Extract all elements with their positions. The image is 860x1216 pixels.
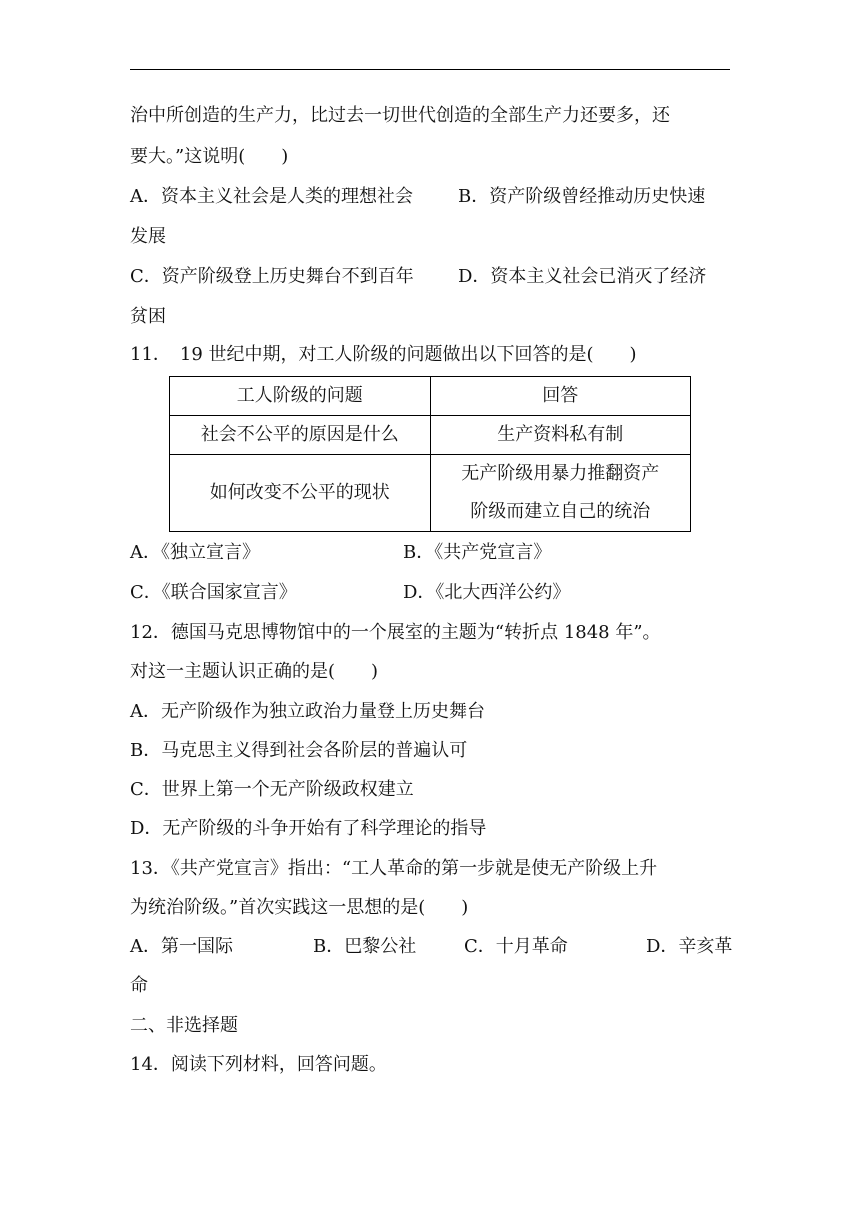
table-cell-line2: 阶级而建立自己的统治 bbox=[470, 501, 651, 522]
q11-option-a: A．《独立宣言》 bbox=[130, 542, 260, 563]
table-cell: 社会不公平的原因是什么 bbox=[170, 416, 431, 455]
q10-option-b-cont: 发展 bbox=[130, 226, 166, 247]
table-cell: 生产资料私有制 bbox=[430, 416, 691, 455]
q11-option-c: C．《联合国家宣言》 bbox=[130, 582, 297, 603]
table-header-answer: 回答 bbox=[430, 377, 691, 416]
q10-option-d-cont: 贫困 bbox=[130, 306, 166, 327]
header-rule bbox=[130, 69, 730, 70]
q13-option-b: B．巴黎公社 bbox=[313, 936, 417, 957]
table-row bbox=[170, 455, 691, 532]
table-cell: 如何改变不公平的现状 bbox=[170, 455, 431, 532]
q10-stem-line1: 治中所创造的生产力，比过去一切世代创造的全部生产力还要多，还 bbox=[130, 105, 670, 126]
q10-stem-line2: 要大。”这说明( ) bbox=[130, 146, 289, 167]
q11-option-d: D．《北大西洋公约》 bbox=[403, 582, 571, 603]
q10-option-d: D．资本主义社会已消灭了经济 bbox=[458, 266, 707, 287]
section-heading: 二、非选择题 bbox=[130, 1015, 238, 1036]
q10-option-a: A．资本主义社会是人类的理想社会 bbox=[130, 186, 413, 207]
q13-option-d: D．辛亥革 bbox=[646, 936, 733, 957]
q14-stem: 14．阅读下列材料，回答问题。 bbox=[130, 1054, 387, 1075]
table-cell-line1: 无产阶级用暴力推翻资产 bbox=[461, 463, 660, 484]
table-cell-multiline bbox=[430, 455, 691, 532]
q13-option-c: C．十月革命 bbox=[464, 936, 568, 957]
q12-option-b: B．马克思主义得到社会各阶层的普遍认可 bbox=[130, 740, 468, 761]
q13-stem-line2: 为统治阶级。”首次实践这一思想的是( ) bbox=[130, 897, 469, 918]
q12-stem-line1: 12．德国马克思博物馆中的一个展室的主题为“转折点 1848 年”。 bbox=[130, 622, 661, 643]
q11-table bbox=[169, 376, 691, 532]
q13-option-a: A．第一国际 bbox=[130, 936, 233, 957]
q12-option-a: A．无产阶级作为独立政治力量登上历史舞台 bbox=[130, 701, 485, 722]
q13-option-d-cont: 命 bbox=[130, 975, 148, 996]
table-header-question: 工人阶级的问题 bbox=[170, 377, 431, 416]
table-header-row bbox=[170, 377, 691, 416]
q12-option-d: D．无产阶级的斗争开始有了科学理论的指导 bbox=[130, 818, 487, 839]
q11-stem: 11． 19 世纪中期，对工人阶级的问题做出以下回答的是( ) bbox=[130, 344, 637, 365]
q10-option-b: B．资产阶级曾经推动历史快速 bbox=[458, 186, 706, 207]
q12-option-c: C．世界上第一个无产阶级政权建立 bbox=[130, 779, 414, 800]
q10-option-c: C．资产阶级登上历史舞台不到百年 bbox=[130, 266, 414, 287]
table-row bbox=[170, 416, 691, 455]
q12-stem-line2: 对这一主题认识正确的是( ) bbox=[130, 661, 379, 682]
q11-option-b: B．《共产党宣言》 bbox=[403, 542, 552, 563]
q13-stem-line1: 13．《共产党宣言》指出：“工人革命的第一步就是使无产阶级上升 bbox=[130, 858, 658, 879]
